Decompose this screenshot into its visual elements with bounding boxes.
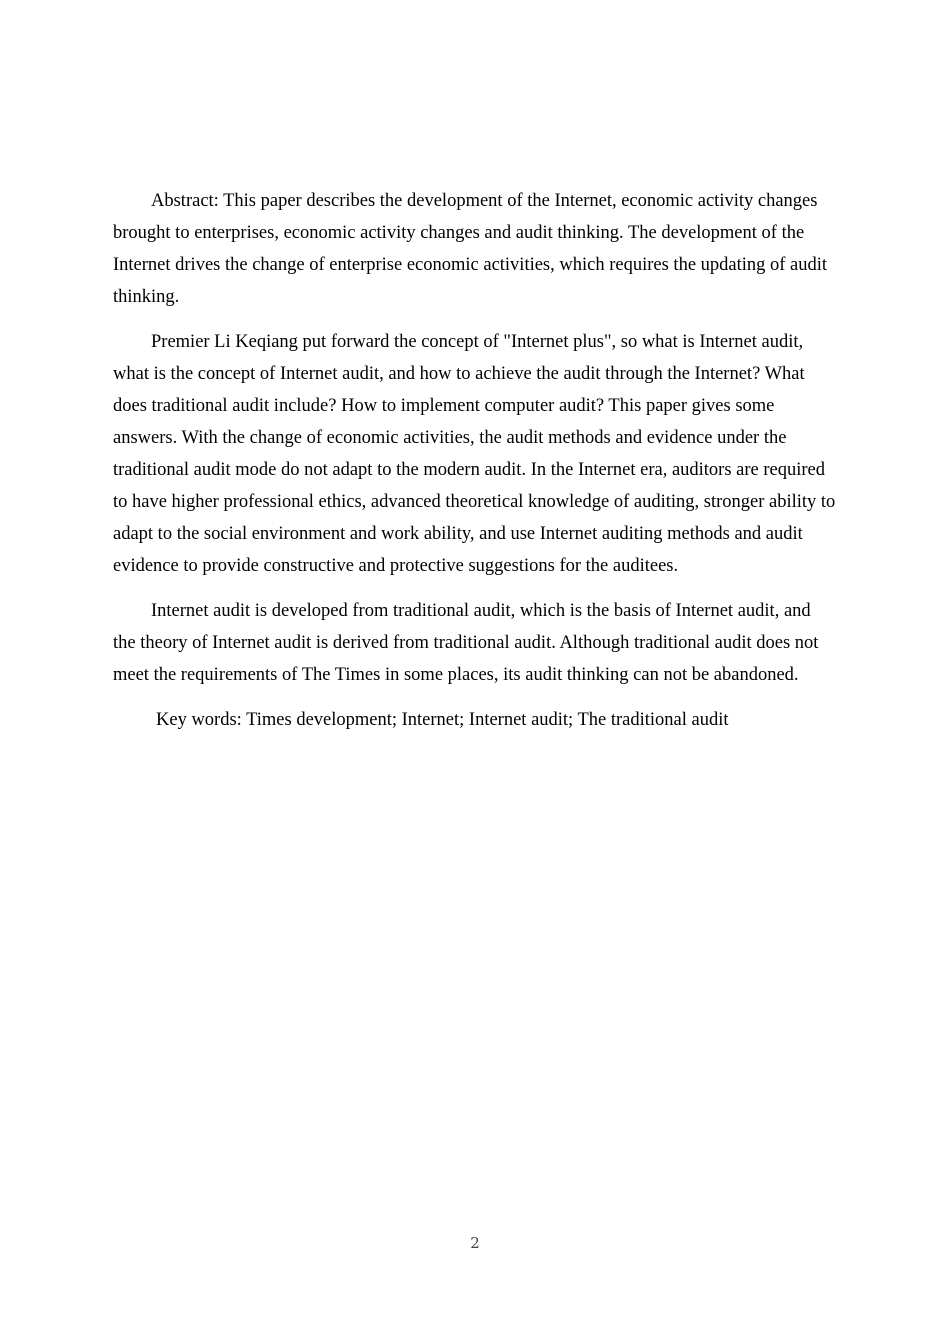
body-paragraph: Premier Li Keqiang put forward the concept of "Internet plus", so what is Internet audit, what is the concept of Internet audit, and how to achieve the audit through the Internet? What does traditional audit include? How to implement computer audit? This paper gives some answers. With the change of economic activities, the audit methods and evidence under the traditional audit mode do not adapt to the modern audit. In the Internet era, auditors are required to have higher professional ethics, advanced theoretical knowledge of auditing, stronger ability to adapt to the social environment and work ability, and use Internet auditing methods and audit evidence to provide constructive and protective suggestions for the auditees. — [113, 332, 836, 576]
page-number: 2 — [470, 1234, 480, 1252]
abstract-paragraph: Abstract: This paper describes the development of the Internet, economic activity changes brought to enterprises, economic activity changes and audit thinking. The development of the Internet drives the change of enterprise economic activities, which requires the updating of audit thinking. — [113, 191, 828, 307]
document-body — [113, 185, 837, 749]
keywords-paragraph: Key words: Times development; Internet; Internet audit; The traditional audit — [156, 710, 729, 730]
body-paragraph: Internet audit is developed from traditional audit, which is the basis of Internet audit, and the theory of Internet audit is derived from traditional audit. Although traditional audit does not meet the requirements of The Times in some places, its audit thinking can not be abandoned. — [113, 601, 819, 685]
